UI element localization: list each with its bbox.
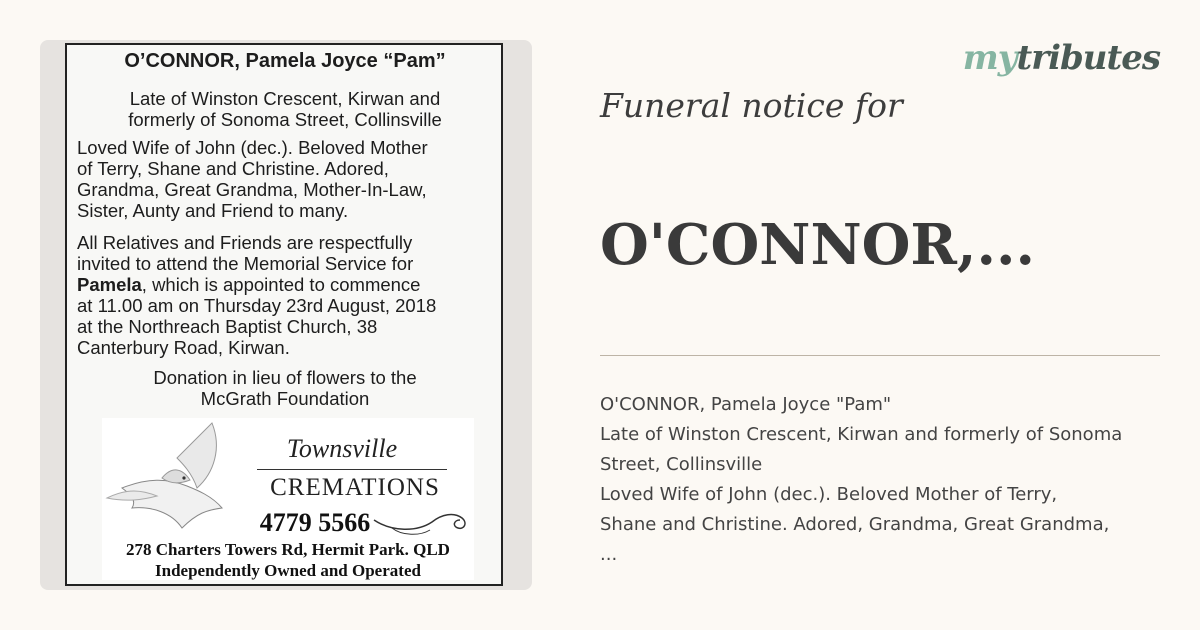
ad-rule	[257, 469, 447, 470]
notice-excerpt	[600, 390, 1180, 570]
notice-paper	[65, 43, 503, 586]
excerpt-line: Late of Winston Crescent, Kirwan and formerly of Sonoma	[600, 424, 1123, 445]
page-heading: Funeral notice for	[600, 86, 903, 125]
ad-address: 278 Charters Towers Rd, Hermit Park. QLD	[126, 540, 450, 559]
ad-brand: Townsville	[286, 434, 398, 463]
excerpt-line: Street, Collinsville	[600, 454, 763, 475]
notice-donation: Donation in lieu of flowers to the McGrath Foundation	[153, 367, 417, 409]
ad-tagline: Independently Owned and Operated	[155, 561, 421, 580]
notice-service-details: All Relatives and Friends are respectfully invited to attend the Memorial Service for Pamela, which is appointed to commence at 11.00 am on Thursday 23rd August, 2018 at the Northreach Baptist Church, 38 Canterbury Road, Kirwan.	[77, 232, 437, 358]
mytributes-logo[interactable]: mytributes	[962, 38, 1160, 78]
divider	[600, 355, 1160, 356]
notice-late-of: Late of Winston Crescent, Kirwan and formerly of Sonoma Street, Collinsville	[128, 88, 442, 130]
dove-icon	[102, 418, 262, 538]
deceased-name: O'CONNOR,...	[600, 212, 1035, 278]
ad-phone: 4779 5566	[259, 508, 371, 537]
excerpt-ellipsis: ...	[600, 544, 618, 565]
notice-name-bold: Pamela	[77, 274, 142, 295]
notice-image	[40, 40, 532, 590]
ad-name: CREMATIONS	[270, 474, 440, 501]
swirl-ornament-icon	[372, 502, 472, 538]
notice-family: Loved Wife of John (dec.). Beloved Mother of Terry, Shane and Christine. Adored, Grandma, Great Grandma, Mother-In-Law, Sister, Aunty and Friend to many.	[77, 137, 428, 221]
excerpt-line: Shane and Christine. Adored, Grandma, Great Grandma,	[600, 514, 1110, 535]
excerpt-line: O'CONNOR, Pamela Joyce "Pam"	[600, 394, 892, 415]
funeral-home-ad	[102, 418, 474, 580]
notice-title: O’CONNOR, Pamela Joyce “Pam”	[124, 50, 446, 72]
excerpt-line: Loved Wife of John (dec.). Beloved Mother of Terry,	[600, 484, 1058, 505]
